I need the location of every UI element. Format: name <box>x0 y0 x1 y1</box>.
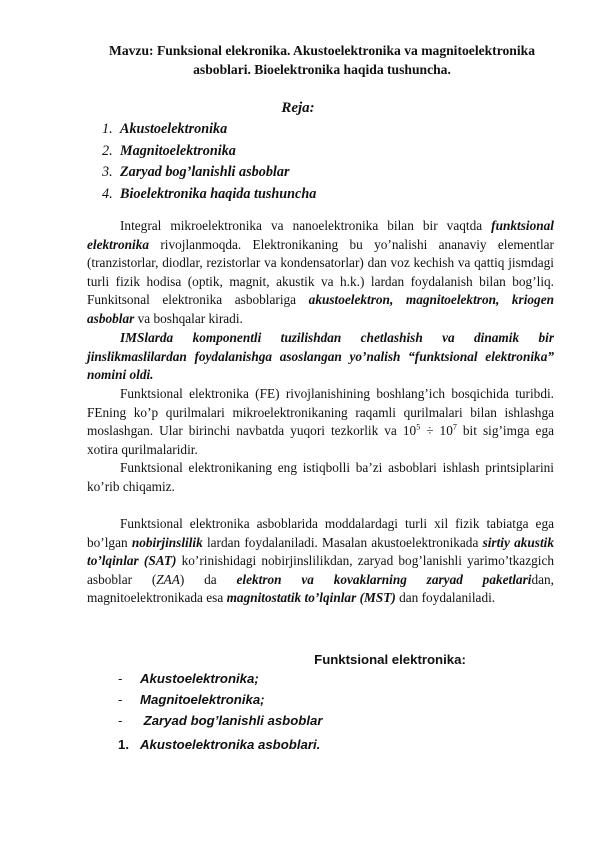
list-item: - Zaryad bog’lanishli asboblar <box>118 713 323 728</box>
section-heading: 1. Akustoelektronika asboblari. <box>118 737 321 752</box>
list-item: - Akustoelektronika; <box>118 671 259 686</box>
paragraph-nonuniformity: Funktsional elektronika asboblarida moddalardagi turli xil fizik tabiatga ega bo’lgan nobirjinslilik lardan foydalaniladi. Masalan akustoelektronikada sirtiy akustik to’lqinlar (SAT) ko’rinishidagi nobirjinslilikdan, zaryad bog’lanishli yarimo’tkazgich asboblar (ZAA) da elektron va kovaklarning zaryad paketlaridan, magnitoelektronikada esa magnitostatik to’lqinlar (MST) dan foydalaniladi. <box>87 516 554 606</box>
paragraph-stage: Funktsional elektronika (FE) rivojlanishining boshlang’ich bosqichida turibdi. FEning ko’p qurilmalari mikroelektronikaning raqamli qurilmalari bilan ishlashga moslashgan. Ular birinchi navbatda yuqori tezkorlik va $10^5 \div 10^7$ bit sig’imga ega xotira qurilmalaridir. <box>87 386 554 457</box>
plan-list <box>102 119 316 205</box>
plan-heading: Reja: <box>281 100 315 116</box>
plan-item: 2. Magnitoelektronika <box>102 142 236 159</box>
document-title: Mavzu: Funksional elekronika. Akustoelektronika va magnitoelektronika asboblari. Bioelektronika haqida tushuncha. <box>109 43 535 77</box>
paragraph-definition: IMSlarda komponentli tuzilishdan chetlashish va dinamik bir jinslikmaslilardan foydalanishga asoslangan yo’nalish “funktsional elektronika” nomini oldi. <box>87 330 554 383</box>
paragraph-principles: Funktsional elektronikaning eng istiqbolli ba’zi asboblari ishlash printsiplarini ko’rib chiqamiz. <box>87 460 554 494</box>
plan-item: 1. Akustoelektronika <box>102 121 228 137</box>
plan-item: 3. Zaryad bog’lanishli asboblar <box>102 164 290 180</box>
paragraph-intro: Integral mikroelektronika va nanoelektronika bilan bir vaqtda funktsional elektronika rivojlanmoqda. Elektronikaning bu yo’nalishi an​anaviy elementlar (tranzistorlar, diodlar, rezistorlar va kondensatorlar) dan voz kechish va qattiq jismdagi turli fizik hodisa (optik, magnit, akustik va h.k.) lardan foydalanish bilan bog’liq. Funkitsonal elektronika asboblariga akustoelektron, magnitoelektron, kriogen asboblar va boshqalar kiradi. <box>87 218 555 326</box>
functional-electronics-list <box>118 668 322 731</box>
list-item: - Magnitoelektronika; <box>118 692 265 707</box>
functional-electronics-heading: Funktsional elektronika: <box>314 652 466 667</box>
plan-item: 4. Bioelektronika haqida tushuncha <box>102 185 317 202</box>
